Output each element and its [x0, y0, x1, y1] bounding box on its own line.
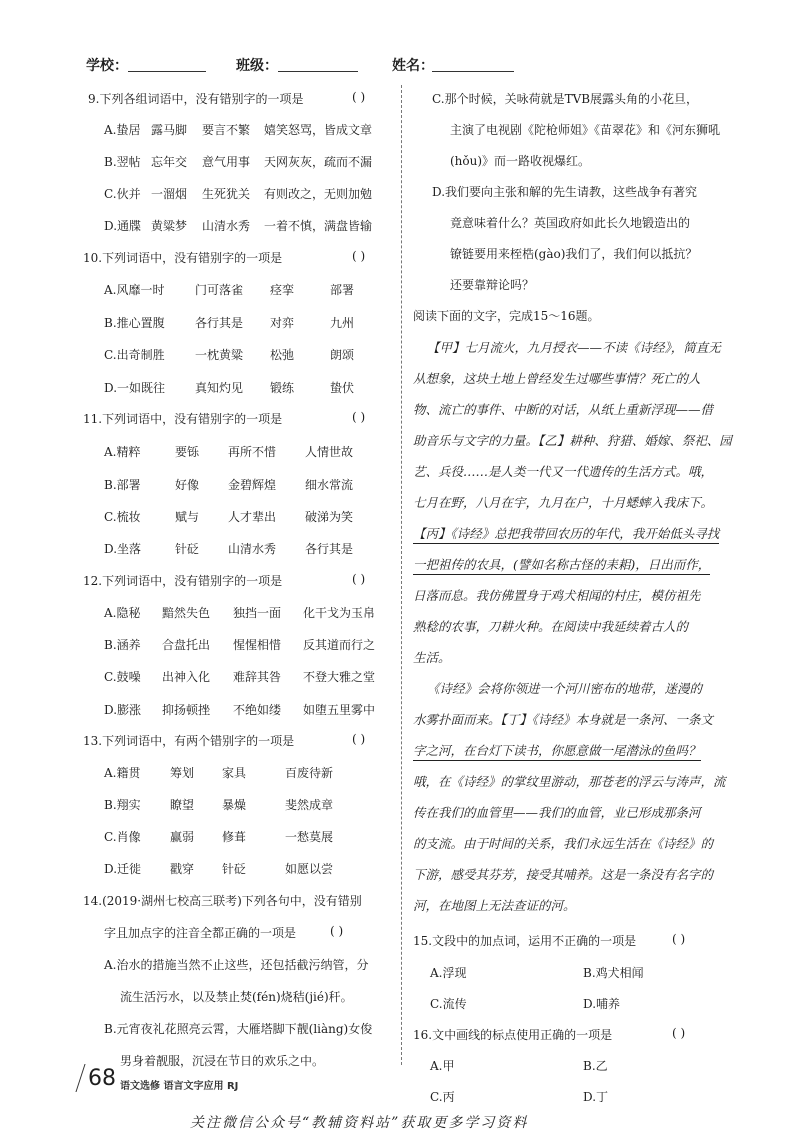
option-word: 各行其是 — [195, 316, 244, 330]
option-word: B.部署 — [104, 478, 141, 492]
option-line: 镣链要用来桎梏(gào)我们了，我们何以抵抗？ — [450, 247, 698, 261]
passage-line: 下游，感受其芬芳，接受其哺养。这是一条没有名字的 — [413, 867, 714, 882]
question-title-cont: 字且加点字的注音全都正确的一项是 — [104, 926, 297, 940]
option-word: 针砭 — [175, 542, 200, 556]
answer-paren[interactable]: ( ) — [672, 1026, 686, 1040]
question-title: 16.文中画线的标点使用正确的一项是 — [413, 1028, 613, 1042]
option-word: D.一如既往 — [104, 381, 166, 395]
option-word: 如愿以尝 — [285, 862, 334, 876]
option-word: 黄粱梦 — [151, 219, 188, 233]
option-word: 意气用事 — [202, 155, 251, 169]
name-blank[interactable] — [432, 71, 514, 72]
option-word: B.推心置腹 — [104, 316, 165, 330]
option-word: 修葺 — [222, 830, 247, 844]
option-word: 天网灰灰，疏而不漏 — [264, 155, 373, 169]
option-word: 山清水秀 — [228, 542, 277, 556]
option-word: 斐然成章 — [285, 798, 334, 812]
passage-line-underlined: 【丙】《诗经》总把我带回农历的年代，我开始低头寻找 — [413, 524, 719, 544]
option-b: B.鸡犬相闻 — [583, 966, 644, 980]
option-word: 独挡一面 — [233, 606, 282, 620]
name-label: 姓名： — [392, 58, 434, 74]
option-word: 锻练 — [270, 381, 295, 395]
question-title: 9.下列各组词语中，没有错别字的一项是 — [88, 92, 304, 106]
option-word: 一枕黄粱 — [195, 348, 244, 362]
option-line: 还要靠辩论吗？ — [450, 278, 535, 292]
option-word: 好像 — [175, 478, 200, 492]
answer-paren[interactable]: ( ) — [352, 249, 366, 263]
option-word: A.籍贯 — [104, 766, 141, 780]
passage-line: 的支流。由于时间的关系，我们永远生活在《诗经》的 — [413, 836, 714, 851]
passage-line: 熟稔的农事，刀耕火种。在阅读中我延续着古人的 — [413, 619, 689, 634]
option-word: 惺惺相惜 — [233, 638, 282, 652]
passage-line: 《诗经》会将你领进一个河川密布的地带，迷漫的 — [427, 681, 703, 696]
option-word: 抑扬顿挫 — [162, 703, 211, 717]
answer-paren[interactable]: ( ) — [352, 732, 366, 746]
option-line: 流生活污水，以及禁止焚(fén)烧秸(jié)秆。 — [120, 990, 353, 1004]
passage-line: 哦，在《诗经》的掌纹里游动，那苍老的浮云与涛声，流 — [413, 774, 726, 789]
option-word: A.风靡一时 — [104, 283, 165, 297]
option-d-letter: D.通牒 — [104, 219, 142, 233]
answer-paren[interactable]: ( ) — [352, 410, 366, 424]
option-word: 赢弱 — [170, 830, 195, 844]
option-d: D.丁 — [583, 1090, 609, 1104]
option-word: C.梳妆 — [104, 510, 141, 524]
option-word: 暴燥 — [222, 798, 247, 812]
answer-paren[interactable]: ( ) — [672, 932, 686, 946]
option-word: C.肖像 — [104, 830, 141, 844]
class-label: 班级： — [236, 58, 278, 74]
question-title: 14.(2019·湖州七校高三联考)下列各句中，没有错别 — [83, 894, 362, 908]
option-word: 细水常流 — [305, 478, 354, 492]
option-word: 瞭望 — [170, 798, 195, 812]
option-line: B.元宵夜礼花照亮云霄，大雁塔脚下靓(liàng)女俊 — [104, 1022, 373, 1036]
option-word: 九州 — [330, 316, 355, 330]
option-word: 嬉笑怒骂，皆成文章 — [264, 123, 373, 137]
option-word: 要铄 — [175, 445, 200, 459]
passage-line: 日落而息。我仿佛置身于鸡犬相闻的村庄，模仿祖先 — [413, 588, 701, 603]
option-c-letter: C.伙并 — [104, 187, 141, 201]
page-number: 68 — [88, 1066, 116, 1091]
option-word: 一愁莫展 — [285, 830, 334, 844]
option-word: C.出奇制胜 — [104, 348, 165, 362]
question-title: 11.下列词语中，没有错别字的一项是 — [83, 412, 283, 426]
option-word: 筹划 — [170, 766, 195, 780]
option-b-letter: B.翌帖 — [104, 155, 141, 169]
option-word: B.涵养 — [104, 638, 141, 652]
option-word: 化干戈为玉帛 — [303, 606, 376, 620]
option-a: A.甲 — [430, 1059, 455, 1073]
passage-line: 七月在野，八月在宇，九月在户，十月蟋蟀入我床下。 — [413, 495, 714, 510]
option-word: 要言不繁 — [202, 123, 251, 137]
option-line: 竟意味着什么？英国政府如此长久地锻造出的 — [450, 216, 691, 230]
question-title: 13.下列词语中，有两个错别字的一项是 — [83, 734, 295, 748]
option-word: 松弛 — [270, 348, 295, 362]
answer-paren[interactable]: ( ) — [352, 572, 366, 586]
option-line: 男身着靓服，沉浸在节日的欢乐之中。 — [120, 1054, 325, 1068]
reading-intro: 阅读下面的文字，完成15～16题。 — [413, 309, 600, 323]
watermark-text: 关注微信公众号“教辅资料站”获取更多学习资料 — [190, 1115, 529, 1131]
question-title: 12.下列词语中，没有错别字的一项是 — [83, 574, 283, 588]
passage-line: 助音乐与文字的力量。【乙】耕种、狩猎、婚嫁、祭祀、园 — [413, 433, 732, 448]
option-line: (hǒu)》而一路收视爆红。 — [450, 154, 591, 168]
option-word: 出神入化 — [162, 670, 211, 684]
passage-line: 传在我们的血管里——我们的血管，业已形成那条河 — [413, 805, 701, 820]
answer-paren[interactable]: ( ) — [330, 924, 344, 938]
option-word: 朗颂 — [330, 348, 355, 362]
question-title: 10.下列词语中，没有错别字的一项是 — [83, 251, 283, 265]
option-word: 各行其是 — [305, 542, 354, 556]
option-word: 再所不惜 — [228, 445, 277, 459]
page-slash-decoration — [75, 1064, 85, 1092]
option-d: D.哺养 — [583, 997, 621, 1011]
passage-line: 从想象，这块土地上曾经发生过哪些事情？死亡的人 — [413, 371, 701, 386]
school-blank[interactable] — [128, 71, 206, 72]
option-c: C.丙 — [430, 1090, 455, 1104]
option-word: 生死犹关 — [202, 187, 251, 201]
option-word: 人才辈出 — [228, 510, 277, 524]
question-title: 15.文段中的加点词，运用不正确的一项是 — [413, 934, 637, 948]
option-a-letter: A.蛰居 — [104, 123, 141, 137]
option-word: 门可落雀 — [195, 283, 244, 297]
option-word: D.坐落 — [104, 542, 142, 556]
option-word: 赋与 — [175, 510, 200, 524]
option-word: D.迁徙 — [104, 862, 142, 876]
school-label: 学校： — [86, 58, 128, 74]
option-word: C.鼓噪 — [104, 670, 141, 684]
option-word: D.膨涨 — [104, 703, 142, 717]
option-a: A.浮现 — [430, 966, 467, 980]
class-blank[interactable] — [278, 71, 358, 72]
option-word: 难辞其咎 — [233, 670, 282, 684]
column-divider — [401, 85, 402, 1065]
book-title: 语文选修 语言文字应用 RJ — [120, 1081, 239, 1092]
option-word: A.精粹 — [104, 445, 141, 459]
passage-line: 生活。 — [413, 650, 451, 665]
passage-line: 河，在地图上无法查证的河。 — [413, 898, 576, 913]
passage-line: 【甲】七月流火，九月授衣——不读《诗经》，简直无 — [427, 340, 721, 355]
passage-line-underlined: 一把祖传的农具，(譬如名称古怪的耒耜)，日出而作， — [413, 555, 710, 575]
option-word: 破涕为笑 — [305, 510, 354, 524]
option-word: 黯然失色 — [162, 606, 211, 620]
option-word: 戳穿 — [170, 862, 195, 876]
option-line: C.那个时候，关咏荷就是TVB展露头角的小花旦， — [432, 92, 699, 106]
option-line: D.我们要向主张和解的先生请教，这些战争有著究 — [432, 185, 698, 199]
option-word: B.翔实 — [104, 798, 141, 812]
option-word: A.隐秘 — [104, 606, 141, 620]
option-word: 针砭 — [222, 862, 247, 876]
option-word: 不登大雅之堂 — [303, 670, 376, 684]
option-word: 反其道而行之 — [303, 638, 376, 652]
passage-line: 物、流亡的事件、中断的对话，从纸上重新浮现——借 — [413, 402, 714, 417]
option-word: 痉挛 — [270, 283, 295, 297]
option-word: 蛰伏 — [330, 381, 355, 395]
option-word: 山清水秀 — [202, 219, 251, 233]
option-c: C.流传 — [430, 997, 467, 1011]
answer-paren[interactable]: ( ) — [352, 90, 366, 104]
option-word: 家具 — [222, 766, 247, 780]
option-word: 一着不慎，满盘皆输 — [264, 219, 373, 233]
option-word: 不绝如缕 — [233, 703, 282, 717]
passage-line-underlined: 字之河，在台灯下读书，你愿意做一尾潜泳的鱼吗？ — [413, 741, 701, 761]
option-word: 忘年交 — [151, 155, 188, 169]
option-word: 一溜烟 — [151, 187, 188, 201]
option-word: 合盘托出 — [162, 638, 211, 652]
passage-line: 艺、兵役……是人类一代又一代遗传的生活方式。哦， — [413, 464, 714, 479]
option-line: 主演了电视剧《陀枪师姐》《苗翠花》和《河东狮吼 — [450, 123, 721, 137]
option-word: 有则改之，无则加勉 — [264, 187, 373, 201]
option-word: 对弈 — [270, 316, 295, 330]
passage-line: 水雾扑面而来。【丁】《诗经》本身就是一条河、一条文 — [413, 712, 714, 727]
option-word: 人情世故 — [305, 445, 354, 459]
option-word: 真知灼见 — [195, 381, 244, 395]
option-word: 部署 — [330, 283, 355, 297]
option-word: 百废待新 — [285, 766, 334, 780]
option-word: 露马脚 — [151, 123, 188, 137]
option-word: 如堕五里雾中 — [303, 703, 376, 717]
option-b: B.乙 — [583, 1059, 608, 1073]
option-line: A.治水的措施当然不止这些，还包括截污纳管，分 — [104, 958, 369, 972]
option-word: 金碧辉煌 — [228, 478, 277, 492]
